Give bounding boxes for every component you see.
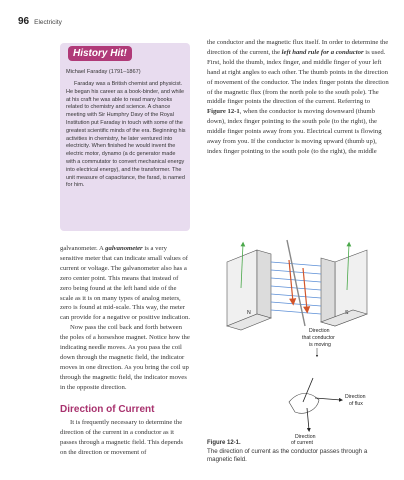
pole-north-label: N <box>247 310 251 316</box>
page-number: 96 <box>18 16 30 27</box>
motion-label-1: Direction <box>309 328 330 334</box>
left-paragraph-1: galvanometer. A galvanometer is a very sensitive meter that can indicate small values of current or voltage. The galvanometer also has a zero center point. This means that instead of zero being found at the left hand side of the scale as it is on many types of analog meters, zero is found at mid-scale. This way, the meter can provide for a negative or positive indication. <box>60 245 190 322</box>
left-column-text <box>60 244 190 393</box>
right-column-text <box>207 38 389 157</box>
magnetic-flux-lines <box>271 262 321 314</box>
sidebar-body: Faraday was a British chemist and physicist. He began his career as a book-binder, and while at his craft he was able to read many books related to chemistry and science. A chance meeting with Sir Humphry Davy of the Royal Institution put Faraday in touch with some of the greatest scientific minds of the era. Beginning his activities in chemistry, he later ventured into electricity. When finished he would invent the electric motor, dynamo (a dc generator made with a commutator to convert mechanical energy into electrical energy), and the transformer. The unit measure of capacitance, the farad, is named for him. <box>66 81 186 189</box>
left-paragraph-2: Now pass the coil back and forth between the poles of a horseshoe magnet. Notice how the indicating needle moves. As you pass the coil down through the magnetic field, the indicator moves in one direction. As you bring the coil up through the magnetic field, the indicator moves in the opposite direction. <box>60 324 190 391</box>
history-hit-sidebar <box>60 43 190 231</box>
current-label-2: of current <box>291 440 313 446</box>
motion-label-2: that conductor <box>302 335 335 341</box>
flux-label-1: Direction <box>345 394 366 400</box>
right-paragraph: the conductor and the magnetic flux itself. In order to determine the direction of the current, the left hand rule for a conductor is used. First, hold the thumb, index finger, and middle finger of your left hand at right angles to each other. The thumb points in the direction of movement of the conductor. The index finger points the direction of the magnetic flux (from the north pole to the south pole). The middle finger points the direction of the current. Referring to Figure 12-1, when the conductor is moving downward (thumb down), index finger pointing to the south pole (to the right), the middle finger points away from you. Electrical current is flowing away from you. If the conductor is moving upward (thumb up), index finger pointing to the south pole (to the right), the middle <box>207 39 389 155</box>
pole-south-label: S <box>345 310 349 316</box>
motion-label-3: is moving <box>309 342 331 348</box>
magnet-right-pole <box>321 250 367 326</box>
sidebar-person: Michael Faraday (1791–1867) <box>66 69 141 75</box>
conductor-wire <box>287 240 305 326</box>
chapter-title: Electricity <box>34 19 62 26</box>
flux-label-2: of flux <box>349 401 363 407</box>
left-hand-rule-diagram <box>289 378 341 430</box>
sidebar-title: History Hit! <box>68 46 132 61</box>
figure-caption: The direction of current as the conductor passes through a magnetic field. <box>207 448 368 464</box>
figure-reference: Figure 12-1 <box>207 108 240 116</box>
figure-caption-label: Figure 12-1. <box>207 440 241 446</box>
page-header <box>18 16 62 27</box>
magnet-left-pole <box>227 250 271 330</box>
current-label-1: Direction <box>295 434 316 440</box>
section-body: It is frequently necessary to determine the direction of the current in a conductor as it passes through a magnetic field. This depends on the direction or movement of <box>60 419 184 456</box>
galvanometer-term: galvanometer <box>105 245 143 252</box>
figure-12-1 <box>207 240 387 440</box>
left-hand-rule-term: left hand rule for a conductor <box>281 48 364 56</box>
section-heading: Direction of Current <box>60 404 155 415</box>
